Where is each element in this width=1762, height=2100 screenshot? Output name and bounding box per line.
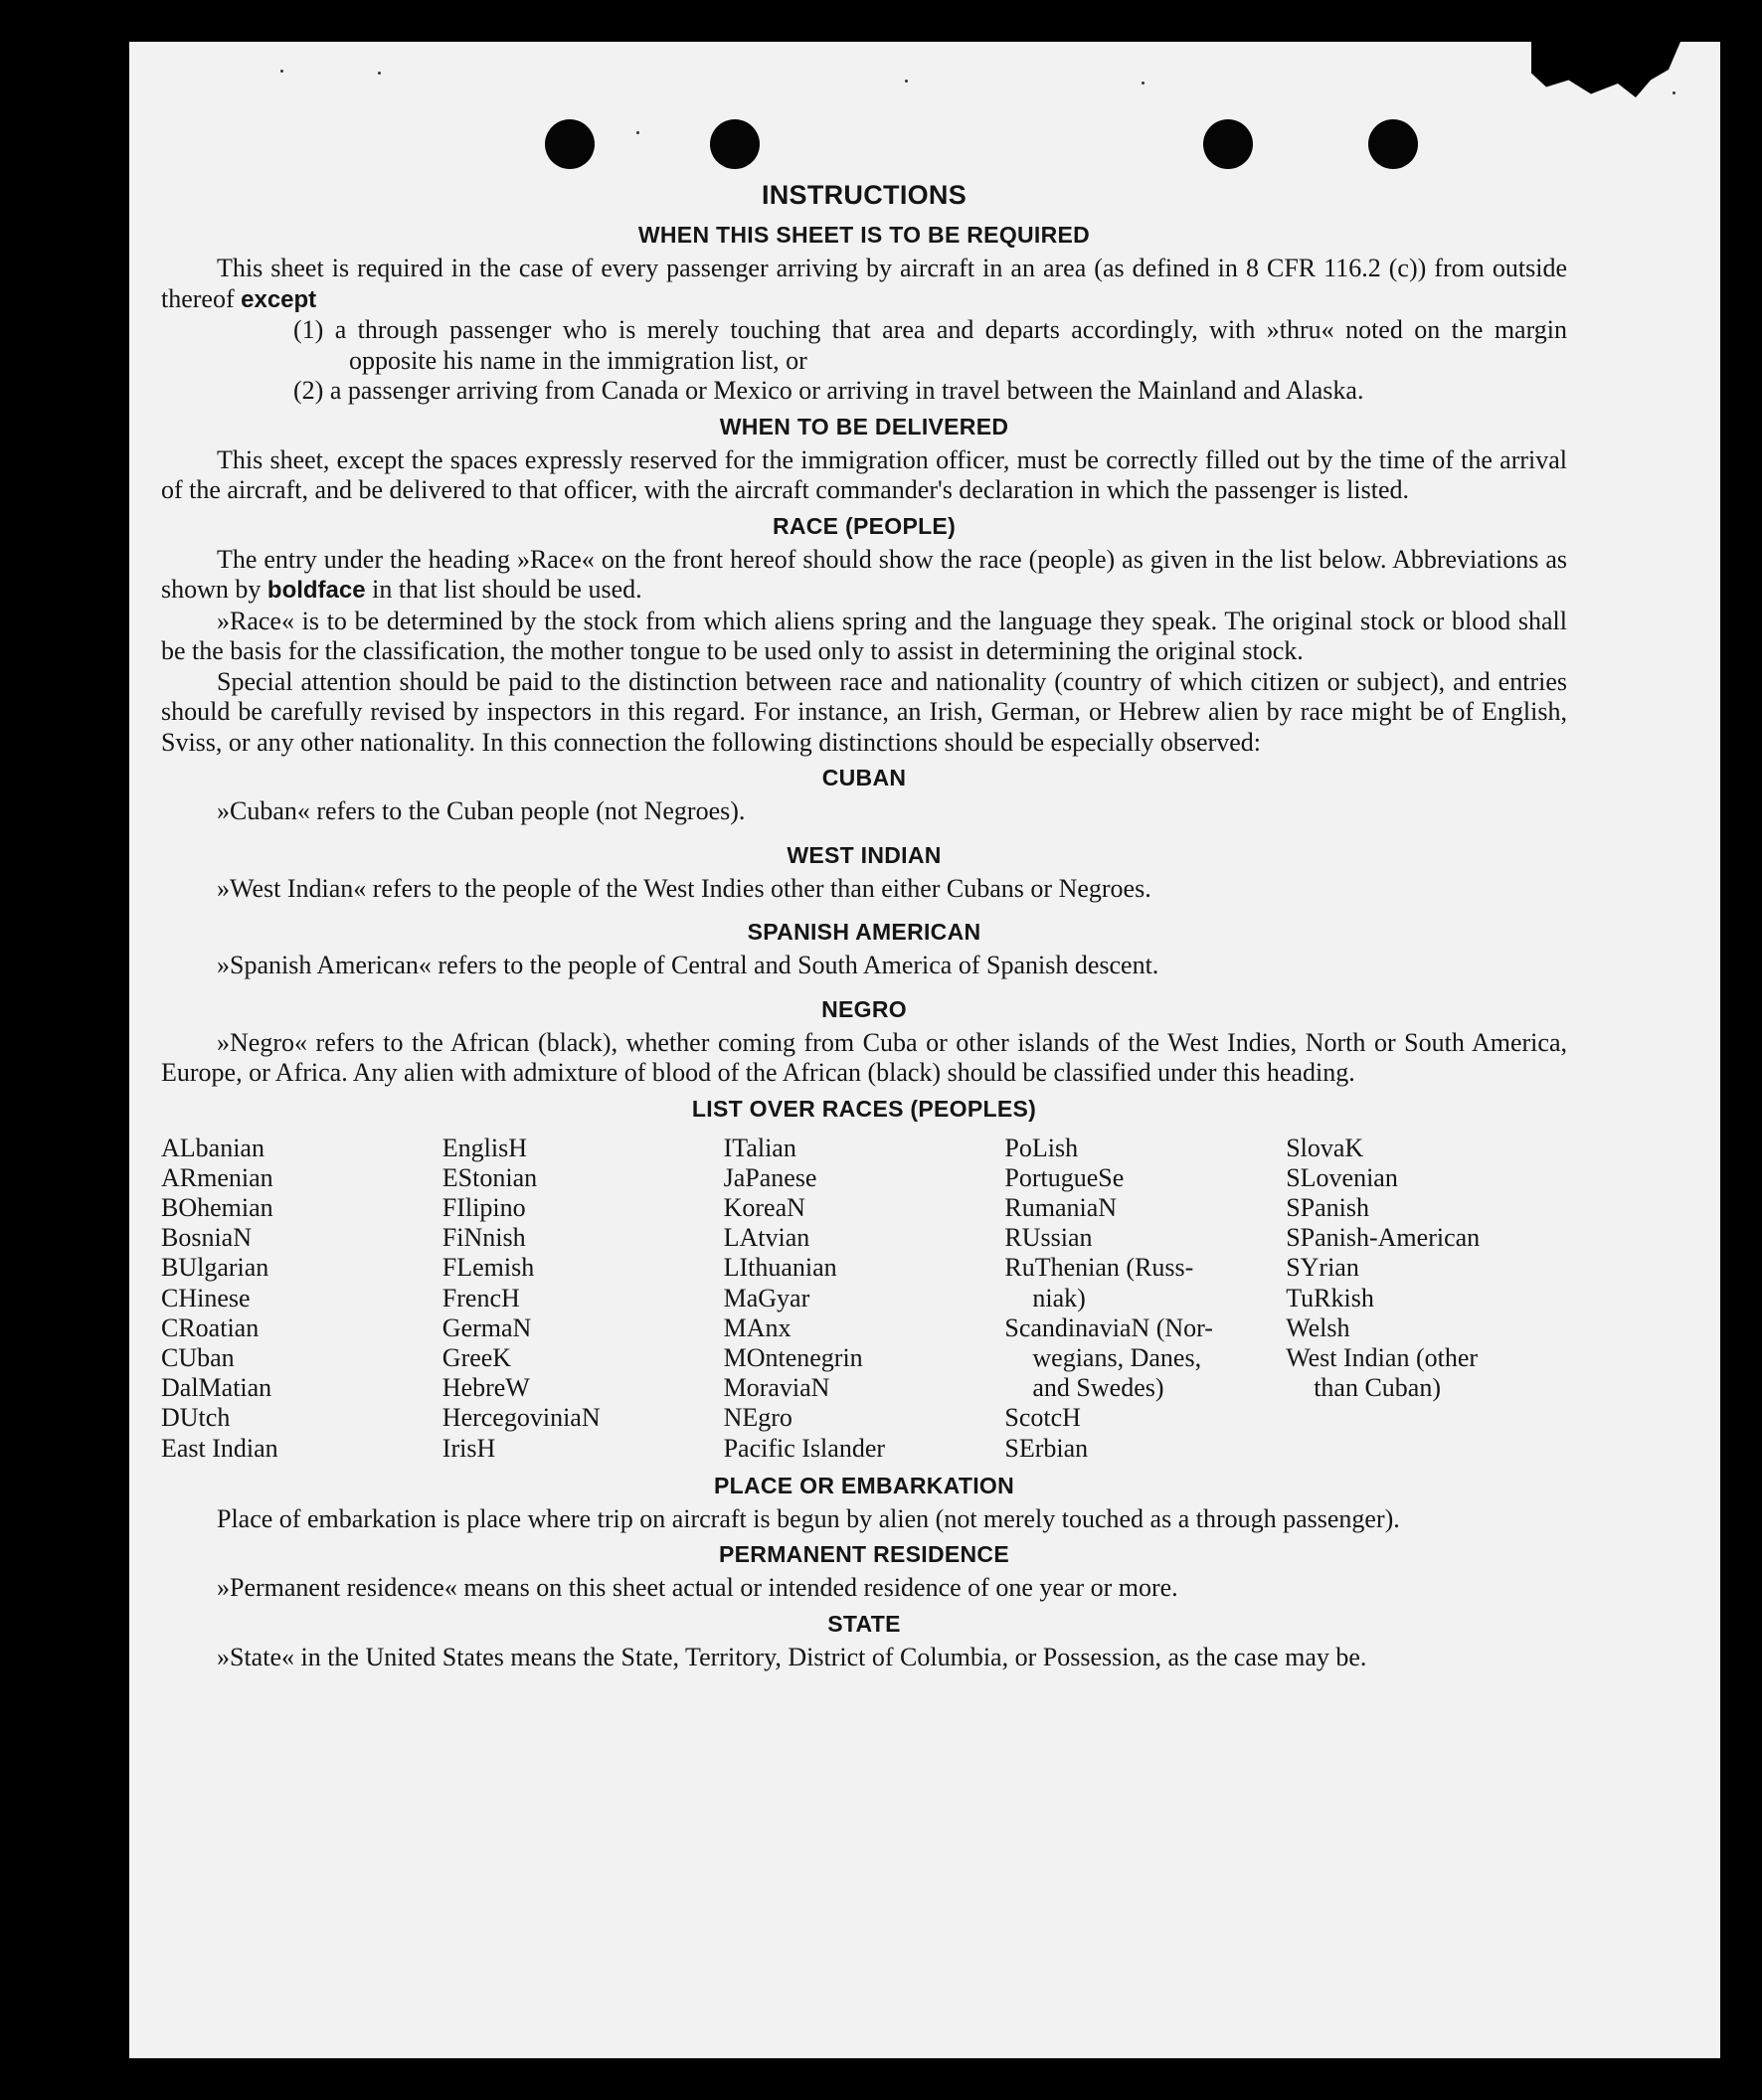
race-entry: NEgro: [723, 1403, 793, 1433]
race-entry: SlovaK: [1286, 1133, 1364, 1162]
race-entry: IrisH: [441, 1433, 496, 1463]
list-item: (1) a through passenger who is merely touching that area and departs accordingly, with »thru« noted on the margin opposite his name in the immigration list, or: [293, 315, 1567, 375]
race-entry: than Cuban): [1314, 1373, 1441, 1403]
paragraph: »State« in the United States means the State, Territory, District of Columbia, or Possession, as the case may be.: [217, 1642, 1367, 1671]
bold-word: boldface: [266, 577, 366, 604]
race-column: [1004, 1134, 1286, 1464]
paragraph: Place of embarkation is place where trip on aircraft is begun by alien (not merely touched as a through passenger).: [217, 1503, 1400, 1533]
section-heading-delivered: WHEN TO BE DELIVERED: [719, 413, 1009, 439]
paragraph: [161, 545, 1567, 607]
torn-corner: [1531, 42, 1680, 111]
race-entry: GermaN: [441, 1312, 532, 1342]
race-entry: SPanish-American: [1286, 1223, 1481, 1253]
race-entry: ALbanian: [161, 1133, 264, 1162]
paragraph: »Spanish American« refers to the people of Central and South America of Spanish descent.: [217, 951, 1159, 979]
race-entry: MAnx: [723, 1312, 792, 1342]
race-entry: KoreaN: [723, 1192, 805, 1222]
text: in that list should be used.: [372, 575, 642, 604]
punch-hole: [1368, 119, 1418, 169]
race-entry: ARmenian: [161, 1162, 273, 1192]
race-entry: EStonian: [441, 1162, 538, 1192]
paragraph: This sheet, except the spaces expressly reserved for the immigration officer, must be correctly filled out by the time of the arrival of the aircraft, and be delivered to that officer, with the aircraft commander's declaration in which the passenger is listed.: [161, 444, 1567, 504]
race-entry: Pacific Islander: [723, 1433, 886, 1463]
race-entry: DUtch: [161, 1403, 231, 1433]
section-heading-race: RACE (PEOPLE): [772, 512, 957, 539]
race-entry: CUban: [161, 1342, 235, 1372]
race-entry: SPanish: [1286, 1192, 1369, 1222]
race-entry: RuThenian (Russ-: [1004, 1253, 1194, 1283]
race-entry: CRoatian: [161, 1312, 260, 1342]
section-heading-cuban: CUBAN: [821, 765, 907, 790]
race-column: [161, 1134, 442, 1464]
race-entry: FLemish: [441, 1253, 535, 1283]
document-page: [129, 42, 1720, 2058]
punch-hole: [1203, 119, 1253, 169]
race-entry: JaPanese: [723, 1162, 817, 1192]
race-entry: BosniaN: [161, 1223, 252, 1253]
race-entry: East Indian: [161, 1433, 278, 1463]
race-entry: SLovenian: [1286, 1162, 1398, 1192]
race-entry: BUlgarian: [161, 1253, 269, 1283]
race-entry: RumaniaN: [1004, 1192, 1118, 1222]
section-heading-spanish-american: SPANISH AMERICAN: [747, 919, 981, 945]
race-entry: ScandinaviaN (Nor-: [1004, 1312, 1213, 1342]
bold-word: except: [241, 285, 317, 313]
race-entry: niak): [1032, 1283, 1086, 1312]
punch-hole: [710, 119, 760, 169]
paragraph: »West Indian« refers to the people of the West Indies other than either Cubans or Negroes.: [217, 873, 1151, 903]
race-entry: West Indian (other: [1286, 1342, 1479, 1372]
race-entry: RUssian: [1004, 1223, 1093, 1253]
race-entry: FIlipino: [441, 1192, 526, 1222]
race-entry: LIthuanian: [723, 1253, 837, 1283]
race-column: [724, 1134, 1005, 1464]
race-entry: GreeK: [441, 1342, 512, 1372]
race-entry: FiNnish: [441, 1223, 526, 1253]
section-heading-west-indian: WEST INDIAN: [787, 841, 942, 868]
speck: [1673, 91, 1675, 94]
list-item: (2) a passenger arriving from Canada or Mexico or arriving in travel between the Mainland and Alaska.: [293, 376, 1364, 405]
speck: [280, 70, 283, 73]
race-entry: MaGyar: [723, 1283, 810, 1312]
race-entry: PoLish: [1004, 1133, 1079, 1162]
race-entry: MoraviaN: [723, 1373, 830, 1403]
instructions-text: [161, 173, 1567, 1672]
page-title: INSTRUCTIONS: [761, 180, 968, 210]
race-entry: HercegoviniaN: [441, 1403, 601, 1433]
section-heading-negro: NEGRO: [821, 995, 907, 1022]
paragraph: »Negro« refers to the African (black), whether coming from Cuba or other islands of the West Indies, North or South America, Europe, or Africa. Any alien with admixture of blood of the African (black) should be classified under this heading.: [161, 1027, 1567, 1087]
race-entry: wegians, Danes,: [1032, 1342, 1202, 1372]
race-entry: ITalian: [723, 1133, 796, 1162]
race-entry: HebreW: [441, 1373, 530, 1403]
race-entry: ScotcH: [1004, 1403, 1081, 1433]
race-list: [161, 1134, 1567, 1464]
race-entry: Welsh: [1286, 1312, 1350, 1342]
text: This sheet is required in the case of every passenger arriving by aircraft in an area (as defined in 8 CFR 116.2 (c)) from outside thereof: [161, 254, 1567, 313]
race-entry: and Swedes): [1032, 1373, 1164, 1403]
section-heading-embarkation: PLACE OR EMBARKATION: [713, 1472, 1014, 1498]
race-entry: LAtvian: [723, 1223, 810, 1253]
race-entry: EnglisH: [441, 1133, 528, 1162]
race-entry: SYrian: [1286, 1253, 1359, 1283]
race-entry: TuRkish: [1286, 1283, 1374, 1312]
race-column: [1286, 1134, 1567, 1464]
paragraph: Special attention should be paid to the distinction between race and nationality (country of which citizen or subject), and entries should be carefully revised by inspectors in this regard. For instance, an Irish, German, or Hebrew alien by race might be of English, Sviss, or any other nationality. In this connection the following distinctions should be especially observed:: [161, 666, 1567, 757]
race-entry: MOntenegrin: [723, 1342, 863, 1372]
paragraph: »Permanent residence« means on this sheet actual or intended residence of one year or more.: [217, 1573, 1178, 1603]
race-entry: FrencH: [441, 1283, 520, 1312]
speck: [378, 72, 381, 75]
paragraph: »Cuban« refers to the Cuban people (not Negroes).: [217, 796, 746, 825]
race-entry: SErbian: [1004, 1433, 1089, 1463]
section-heading-races: LIST OVER RACES (PEOPLES): [691, 1095, 1037, 1122]
section-heading-residence: PERMANENT RESIDENCE: [719, 1541, 1009, 1568]
race-entry: DalMatian: [161, 1373, 272, 1403]
section-heading-state: STATE: [827, 1610, 901, 1637]
race-entry: CHinese: [161, 1283, 251, 1312]
paragraph: »Race« is to be determined by the stock from which aliens spring and the language they speak. The original stock or blood shall be the basis for the classification, the mother tongue to be used only to assist in determining the original stock.: [161, 606, 1567, 665]
paragraph: [161, 254, 1567, 315]
race-entry: BOhemian: [161, 1192, 273, 1222]
section-heading-required: WHEN THIS SHEET IS TO BE REQUIRED: [637, 222, 1091, 248]
race-column: [442, 1134, 724, 1464]
speck: [636, 131, 639, 134]
race-entry: PortugueSe: [1004, 1162, 1125, 1192]
speck: [1142, 82, 1145, 85]
speck: [905, 80, 908, 83]
punch-hole: [545, 119, 595, 169]
text: The entry under the heading »Race« on the front hereof should show the race (people) as given in the list below. Abbreviations as shown by: [161, 544, 1567, 604]
